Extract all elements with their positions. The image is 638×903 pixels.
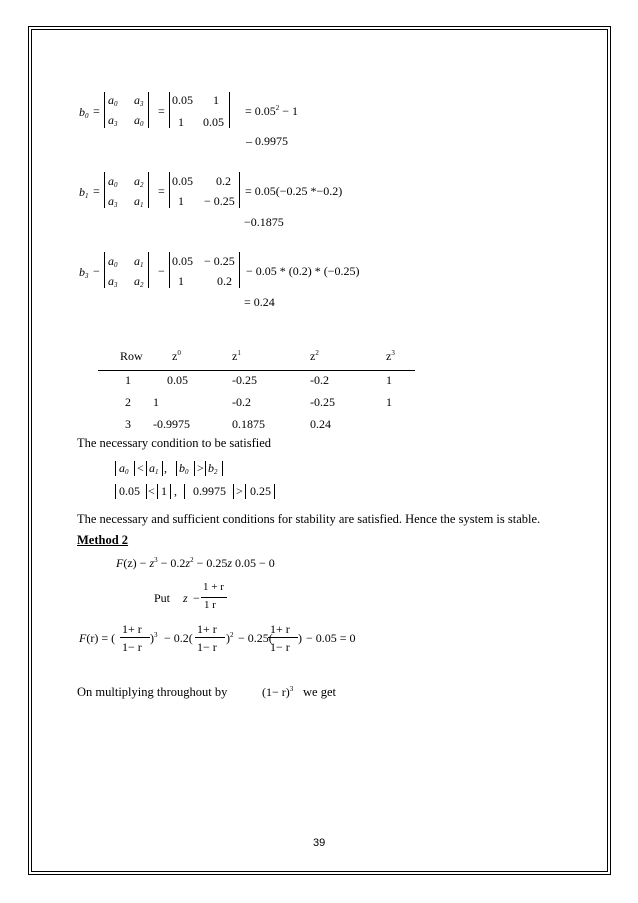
b1-det1-right-bar bbox=[148, 172, 149, 208]
table-cell: -0.2 bbox=[310, 373, 329, 387]
b3-det1-r1c1: $a_0$ bbox=[108, 254, 118, 269]
table-cell: 0.24 bbox=[310, 417, 331, 431]
b3-result: = 0.24 bbox=[244, 295, 275, 309]
b0-det2-left-bar bbox=[169, 92, 170, 128]
table-cell: 3 bbox=[125, 417, 131, 431]
b0-rhs: = $0.05^2 - 1$ bbox=[245, 104, 299, 118]
b3-det1-r2c2: $a_2$ bbox=[134, 274, 144, 289]
b3-det2-r1c2: − 0.25 bbox=[204, 254, 235, 268]
header-z0: $z^0$ bbox=[172, 349, 181, 363]
b1-rhs: = 0.05(−0.25 *−0.2) bbox=[245, 184, 343, 198]
b1-det2-left-bar bbox=[169, 172, 170, 208]
method2-heading: Method 2 bbox=[77, 533, 129, 547]
b3-det2-left-bar bbox=[169, 252, 170, 288]
b1-label: $b_1$ bbox=[79, 185, 89, 200]
b3-minus-2: − bbox=[158, 264, 165, 278]
b1-result: −0.1875 bbox=[244, 215, 284, 229]
b0-det1-r2c1: $a_3$ bbox=[108, 113, 118, 128]
header-z1: $z^1$ bbox=[232, 349, 241, 363]
table-cell: 0.1875 bbox=[232, 417, 265, 431]
b3-rhs: − 0.05 * (0.2) * (−0.25) bbox=[246, 264, 360, 278]
table-cell: 0.05 bbox=[167, 373, 188, 387]
b3-det2-right-bar bbox=[239, 252, 240, 288]
b1-det2-r1c2: 0.2 bbox=[216, 174, 231, 188]
b0-equals-2: = bbox=[158, 104, 165, 118]
b0-det1-r1c1: $a_0$ bbox=[108, 93, 118, 108]
b3-det2-r2c1: 1 bbox=[178, 274, 184, 288]
b3-det1-r1c2: $a_1$ bbox=[134, 254, 144, 269]
b3-det2-r1c1: 0.05 bbox=[172, 254, 193, 268]
b1-det1-r1c1: $a_0$ bbox=[108, 174, 118, 189]
page-number: 39 bbox=[313, 837, 326, 849]
b0-det1-r1c2: $a_3$ bbox=[134, 93, 144, 108]
table-cell: -0.25 bbox=[232, 373, 257, 387]
b0-equals: = bbox=[93, 104, 100, 118]
b1-det2-r1c1: 0.05 bbox=[172, 174, 193, 188]
header-z2: $z^2$ bbox=[310, 349, 319, 363]
b1-equals-2: = bbox=[158, 184, 165, 198]
table-cell: -0.25 bbox=[310, 395, 335, 409]
b3-label: $b_3$ bbox=[79, 265, 89, 280]
table-cell: -0.2 bbox=[232, 395, 251, 409]
b1-equals: = bbox=[93, 184, 100, 198]
b0-det2-right-bar bbox=[229, 92, 230, 128]
conclusion-text: The necessary and sufficient conditions for stability are satisfied. Hence the system is stable. bbox=[77, 512, 541, 526]
b0-result: – 0.9975 bbox=[246, 134, 288, 148]
b0-label: $b_0$ bbox=[79, 105, 89, 120]
b1-det1-r2c1: $a_3$ bbox=[108, 194, 118, 209]
table-cell: 2 bbox=[125, 395, 131, 409]
b0-det2-r1c2: 1 bbox=[213, 93, 219, 107]
b0-det2-r1c1: 0.05 bbox=[172, 93, 193, 107]
table-cell: 1 bbox=[386, 373, 392, 387]
table-cell: 1 bbox=[153, 395, 159, 409]
b3-det1-right-bar bbox=[148, 252, 149, 288]
b3-det1-r2c1: $a_3$ bbox=[108, 274, 118, 289]
b0-det1-r2c2: $a_0$ bbox=[134, 113, 144, 128]
page-border-inner bbox=[31, 29, 608, 872]
jury-table-header-rule bbox=[98, 370, 415, 371]
b3-det2-r2c2: 0.2 bbox=[217, 274, 232, 288]
table-cell: 1 bbox=[125, 373, 131, 387]
b1-det2-r2c2: − 0.25 bbox=[204, 194, 235, 208]
necessary-condition-text: The necessary condition to be satisfied bbox=[77, 436, 272, 450]
b1-det1-left-bar bbox=[104, 172, 105, 208]
b0-det2-r2c2: 0.05 bbox=[203, 115, 224, 129]
b1-det2-r2c1: 1 bbox=[178, 194, 184, 208]
b1-det1-r2c2: $a_1$ bbox=[134, 194, 144, 209]
header-z3: $z^3$ bbox=[386, 349, 395, 363]
b1-det2-right-bar bbox=[239, 172, 240, 208]
table-cell: -0.9975 bbox=[153, 417, 190, 431]
b1-det1-r1c2: $a_2$ bbox=[134, 174, 144, 189]
b0-det1-left-bar bbox=[104, 92, 105, 128]
b3-det1-left-bar bbox=[104, 252, 105, 288]
b0-det1-right-bar bbox=[148, 92, 149, 128]
b0-det2-r2c1: 1 bbox=[178, 115, 184, 129]
header-row: Row bbox=[120, 349, 143, 363]
table-cell: 1 bbox=[386, 395, 392, 409]
b3-minus: − bbox=[93, 264, 100, 278]
